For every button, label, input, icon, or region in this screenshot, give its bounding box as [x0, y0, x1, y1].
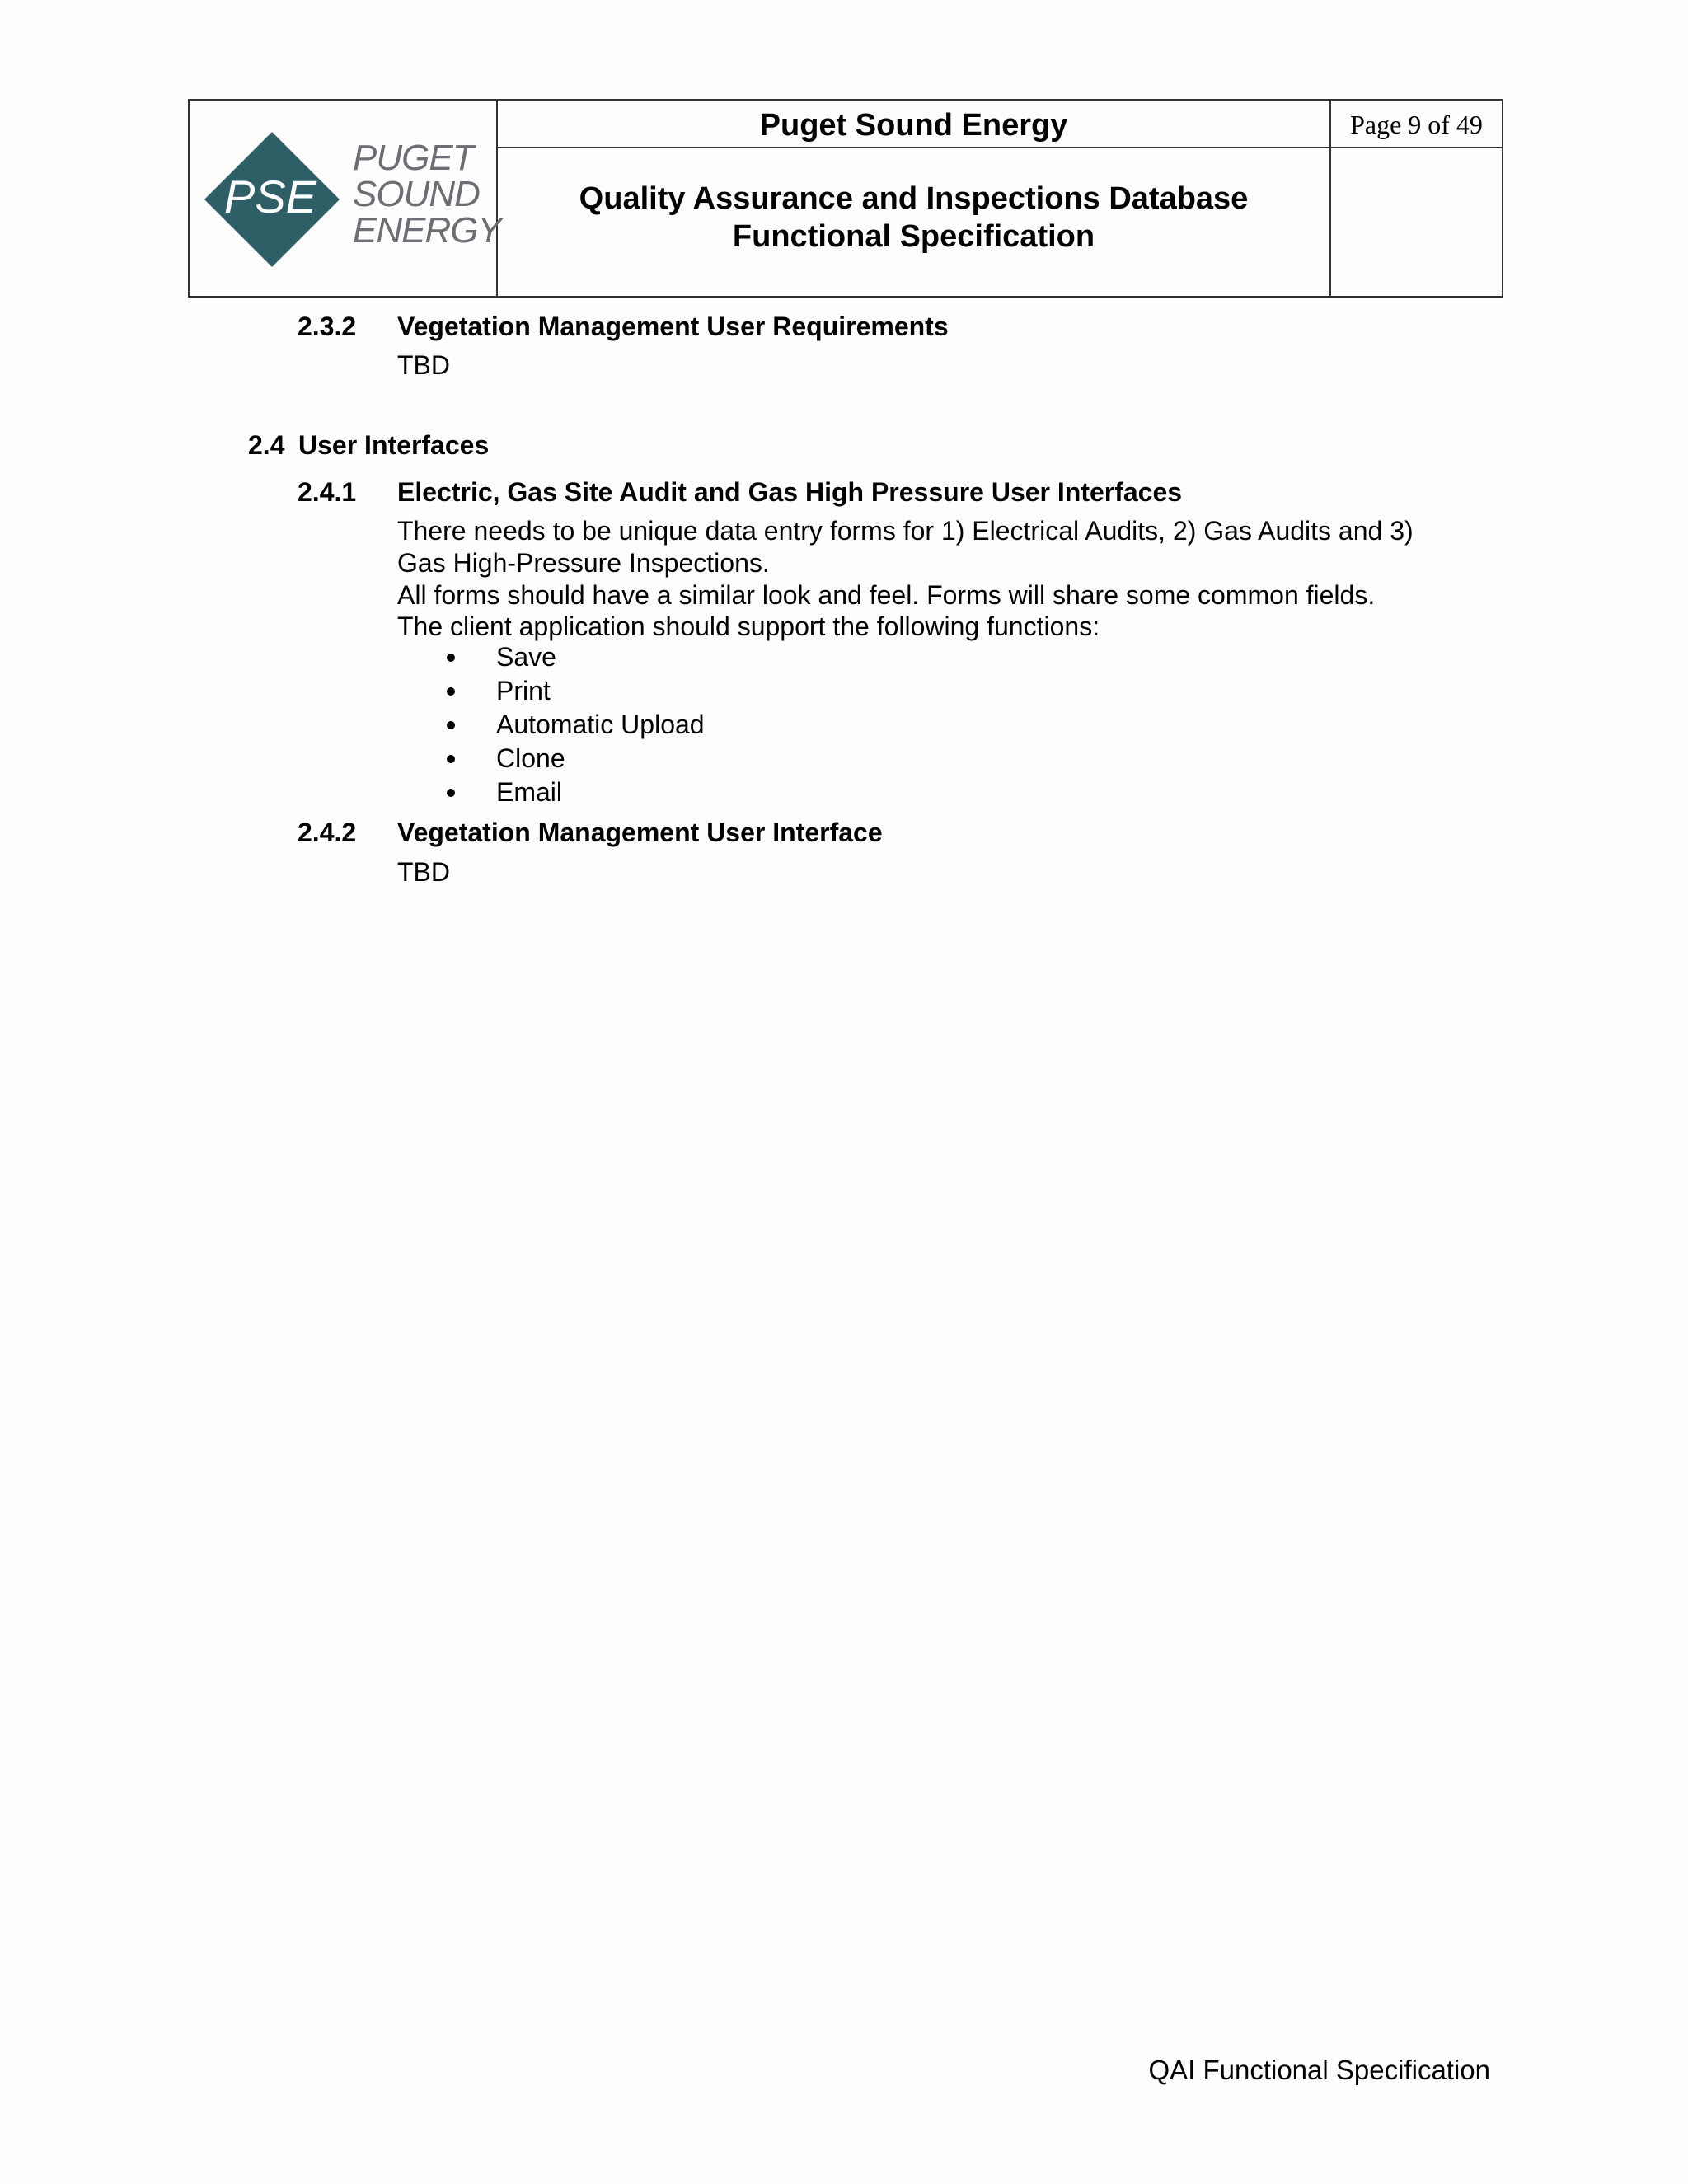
section-number: 2.4	[248, 430, 285, 460]
bullet-icon	[447, 687, 455, 696]
logo-cell	[190, 101, 501, 296]
list-item-label: Automatic Upload	[496, 710, 705, 739]
list-item-label: Print	[496, 676, 551, 705]
logo-word: ENERGY	[353, 210, 501, 251]
title-cell	[498, 101, 1331, 296]
logo-word: PUGET	[353, 138, 474, 178]
logo-mark-text: PSE	[223, 171, 317, 223]
section-body: TBD	[397, 857, 450, 887]
paragraph-line: The client application should support the following functions:	[397, 612, 1100, 641]
header-divider	[498, 147, 1329, 148]
bullet-icon	[447, 789, 455, 797]
section-title: User Interfaces	[298, 430, 490, 460]
logo-word: SOUND	[353, 174, 480, 214]
paragraph-line: Gas High-Pressure Inspections.	[397, 548, 770, 578]
pse-logo-icon	[201, 129, 343, 270]
list-item-label: Email	[496, 777, 563, 807]
section-title: Vegetation Management User Requirements	[397, 312, 949, 341]
company-name: Puget Sound Energy	[759, 108, 1068, 143]
header-divider	[1331, 147, 1502, 148]
bullet-icon	[447, 654, 455, 662]
section-number: 2.3.2	[298, 312, 357, 341]
section-body: TBD	[397, 350, 450, 380]
paragraph-line: All forms should have a similar look and feel. Forms will share some common fields.	[397, 580, 1376, 610]
list-item-label: Clone	[496, 743, 565, 773]
document-title-line: Quality Assurance and Inspections Database	[579, 181, 1249, 216]
page-cell	[1331, 101, 1502, 296]
bullet-icon	[447, 755, 455, 763]
document-title	[498, 180, 1329, 255]
section-number: 2.4.1	[298, 477, 357, 507]
section-title: Electric, Gas Site Audit and Gas High Pressure User Interfaces	[397, 477, 1183, 507]
document-title-line: Functional Specification	[732, 219, 1095, 254]
section-number: 2.4.2	[298, 818, 357, 847]
paragraph-line: There needs to be unique data entry forms for 1) Electrical Audits, 2) Gas Audits and 3)	[397, 516, 1414, 546]
bullet-icon	[447, 721, 455, 729]
section-title: Vegetation Management User Interface	[397, 818, 883, 847]
logo-wordmark	[353, 140, 501, 249]
page-number: Page 9 of 49	[1350, 110, 1483, 139]
document-header	[188, 99, 1503, 298]
list-item-label: Save	[496, 642, 556, 672]
page-footer: QAI Functional Specification	[1148, 2055, 1490, 2085]
